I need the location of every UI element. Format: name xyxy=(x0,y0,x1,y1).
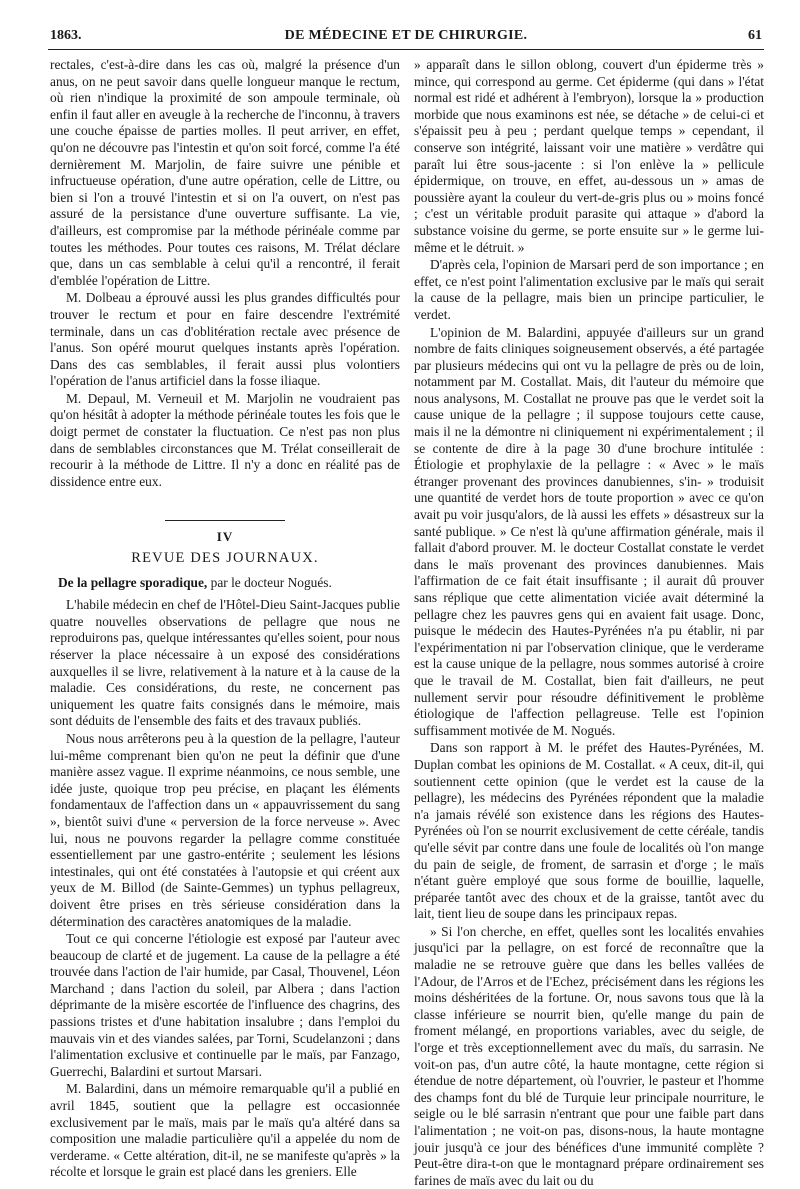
paragraph: rectales, c'est-à-dire dans les cas où, malgré la présence d'un anus, on ne peut savoir dans quelle longueur manque le rectum, où rien n'indique la proximité de son ampoule terminale, où enfin il faut aller en aveugle à la recherche de l'inconnu, à travers une couche épaisse de parties molles. Il peut arriver, en effet, qu'on ne découvre pas l'intestin et qu'on soit forcé, comme l'a été dernièrement M. Marjolin, de faire suivre une pénible et infructueuse opération, d'une autre opération, celle de Littre, ou bien si l'on a trouvé l'intestin et si on l'a ouvert, on n'est pas assuré de la persistance d'une ouverture suffisante. La vie, d'ailleurs, est compromise par la méthode périnéale comme par toutes les méthodes. Pour toutes ces raisons, M. Trélat déclare que, dans un cas semblable à celui qu'il a rencontré, il ferait d'emblée l'opération de Littre. xyxy=(50,57,400,288)
section-heading xyxy=(50,520,400,566)
paragraph: M. Balardini, dans un mémoire remarquable qu'il a publié en avril 1845, soutient que la pellagre est occasionnée exclusivement par le maïs, mais par le maïs qu'a altéré dans sa composition une maladie particulière qu'il a appelée du nom de verderame. « Cette altération, dit-il, ne se manifeste qu'après » la récolte et lorsque le grain est placé dans les greniers. Elle xyxy=(50,1081,400,1180)
paragraph: » apparaît dans le sillon oblong, couvert d'un épiderme très » mince, qui correspond au germe. Cet épiderme (qui dans » l'état normal est ridé et adhérent à l'embryon), lorsque la » production morbide que nous examinons est née, se détache » de celui-ci et s'épaissit peu à peu ; perdant quelque temps » cependant, il conserve son intégrité, laissant voir une matière » verdâtre qui paraît lui être sous-jacente : si l'on enlève la » pellicule épidermique, on trouve, en effet, au-dessous un » amas de poussière ayant la couleur du vert-de-gris plus ou » moins foncé ; c'est un véritable produit parasite qui attaque » d'abord la substance voisine du germe, se porte ensuite sur » le germe lui-même et le détruit. » xyxy=(414,57,764,255)
header-year: 1863. xyxy=(50,28,82,43)
page-number: 61 xyxy=(748,28,762,43)
paragraph: M. Dolbeau a éprouvé aussi les plus grandes difficultés pour trouver le rectum et pour en faire descendre l'extrémité terminale, dans un cas d'oblitération rectale avec présence de l'anus. Son opéré mourut quelques instants après l'opération. Dans des cas semblables, il ferait aussi plus volontiers l'opération de l'anus artificiel dans la fosse iliaque. xyxy=(50,290,400,389)
section-rule xyxy=(165,520,285,521)
paragraph: » Si l'on cherche, en effet, quelles sont les localités envahies jusqu'ici par la pellagre, on est forcé de reconnaître que la maladie ne se retrouve guère que dans les belles vallées de l'Adour, de l'Arros et de l'Echez, précisément dans les régions les moins déshéritées de la fortune. Or, nous savons tous que là la classe inférieure se nourrit bien, qu'elle mange du pain de froment mélangé, en proportions variables, avec du seigle, de l'orge et très exceptionnellement avec du maïs, du sarrasin. Ne voit-on pas, d'un autre côté, la haute montagne, cette région si étendue de notre département, où l'ouvrier, le pasteur et l'homme des champs font du blé de Turquie leur principale nourriture, le seigle ou le blé sarrasin n'entrant que pour une faible part dans l'alimentation ; ne voit-on pas, disons-nous, la haute montagne jouir jusqu'à ce jour des bénéfices d'une immunité complète ? Peut-être dira-t-on que le montagnard prépare ordinairement ses farines de maïs avec du lait ou du xyxy=(414,923,764,1188)
header-title: DE MÉDECINE ET DE CHIRURGIE. xyxy=(284,28,528,43)
article-heading xyxy=(50,575,400,592)
left-column xyxy=(50,57,400,1181)
article-byline: par le docteur Nogués. xyxy=(207,574,332,590)
article-title: De la pellagre sporadique, xyxy=(58,574,208,590)
section-number: IV xyxy=(216,529,234,545)
paragraph: Nous nous arrêterons peu à la question de la pellagre, l'auteur lui-même comprenant bien qu'on ne peut la définir que d'une manière assez vague. Il exprime néanmoins, ce nous semble, une idée juste, quoique trop peu précise, en plaçant les éléments fondamentaux de l'affection dans un « appauvrissement du sang », bientôt suivi d'une « perversion de la force nerveuse ». Avec lui, nous ne pouvons regarder la pellagre comme constituée essentiellement par une gastro-entérite ; seulement les lésions intestinales, qui ont été constatées à l'autopsie et qui créent aux yeux de M. Billod (de Sainte-Gemmes) un typhus pellagreux, doivent être prises en très sérieuse considération dans la détermination des caractères anatomiques de la maladie. xyxy=(50,730,400,929)
right-column xyxy=(414,57,764,1189)
section-title: REVUE DES JOURNAUX. xyxy=(131,550,319,567)
header-rule xyxy=(48,49,764,50)
running-head xyxy=(50,28,762,46)
paragraph: D'après cela, l'opinion de Marsari perd de son importance ; en effet, ce n'est point l'alimentation exclusive par le maïs qui serait la cause de la pellagre, mais bien un principe particulier, le verdet. xyxy=(414,257,764,322)
paragraph: L'habile médecin en chef de l'Hôtel-Dieu Saint-Jacques publie quatre nouvelles observations de pellagre que nous ne reproduirons pas, quelque intéressantes qu'elles soient, pour nous réserver la place nécessaire à un exposé des considérations auxquelles il se livre, relativement à la nature et à la cause de la maladie. Ces considérations, du reste, ne concernent pas uniquement les quatre faits consignés dans le mémoire, mais sont déduits de l'ensemble des faits et des travaux publiés. xyxy=(50,597,400,729)
paragraph: L'opinion de M. Balardini, appuyée d'ailleurs sur un grand nombre de faits cliniques soigneusement observés, a été partagée par plusieurs médecins qui ont vu la pellagre de près ou de loin, notamment par M. Costallat. Mais, dit l'auteur du mémoire que nous analysons, M. Costallat ne prouve pas que le verdet soit la cause unique de la pellagre ; il suppose toujours cette cause, mais il ne la démontre ni cliniquement ni expérimentalement ; il se contente de dire à la page 30 d'une brochure intitulée : Étiologie et prophylaxie de la pellagre : « Avec » le maïs étranger provenant des provinces danubiennes, s'in- » troduisit une quantité de verdet hors de toute proportion » avec ce qu'on avait pu voir jusqu'alors, de là aussi les effets » désastreux sur la santé publique. » Ce n'est là qu'une affirmation générale, mais il fallait d'abord prouver. M. le docteur Costallat constate le verdet dans le maïs provenant des provinces danubiennes. Mais l'affirmation de ce fait était insuffisante ; il aurait dû prouver sans réplique que cette alimentation viciée avait déterminé la pellagre chez les pauvres gens qui en avaient fait usage. Donc, puisque le médecin des Hautes-Pyrénées n'a pu établir, ni par l'expérimentation ni par l'observation clinique, que le verderame est la cause unique de la pellagre, nous sommes autorisé à croire que le travail de M. Costallat, bien fait d'ailleurs, ne peut nullement servir pour résoudre définitivement le problème étiologique de l'affection pellagreuse. Telle est l'opinion suffisamment motivée de M. Nogués. xyxy=(414,324,764,738)
paragraph: M. Depaul, M. Verneuil et M. Marjolin ne voudraient pas qu'on hésitât à adopter la méthode périnéale toutes les fois que le doigt permet de constater la fluctuation. Ce n'est pas non plus dans de semblables circonstances que M. Trélat conseillerait de recourir à la méthode de Littre. Il n'y a donc en réalité pas de dissidence entre eux. xyxy=(50,390,400,489)
paragraph: Tout ce qui concerne l'étiologie est exposé par l'auteur avec beaucoup de clarté et de jugement. La cause de la pellagre a été trouvée dans l'action de l'air humide, par Casal, Thouvenel, Léon Marchand ; dans l'action du soleil, par Albera ; dans l'action déprimante de la misère escortée de l'influence des chagrins, des passions tristes et d'une habitation insalubre ; dans l'emploi du mauvais vin et des viandes salées, par Torni, Scudelanzoni ; dans l'alimentation exclusive et continuelle par le maïs, par Fanzago, Guerrechi, Balardini et surtout Marsari. xyxy=(50,931,400,1079)
paragraph: Dans son rapport à M. le préfet des Hautes-Pyrénées, M. Duplan combat les opinions de M. Costallat. « A ceux, dit-il, qui soutiennent cette opinion (que le verdet est la cause de la pellagre), les médecins des Pyrénées répondent que la maladie n'a jamais révélé son existence dans les régions des Hautes-Pyrénées où l'on se nourrit exclusivement de cette céréale, tandis qu'elle sévit par contre dans une foule de localités où l'on mange du pain de seigle, de froment, de sarrasin et d'orge ; le maïs n'étant guère employé que sous forme de bouillie, laquelle, préparée tantôt avec des choux et de la graisse, tantôt avec du lait, tient lieu de soupe dans les principaux repas. xyxy=(414,740,764,922)
